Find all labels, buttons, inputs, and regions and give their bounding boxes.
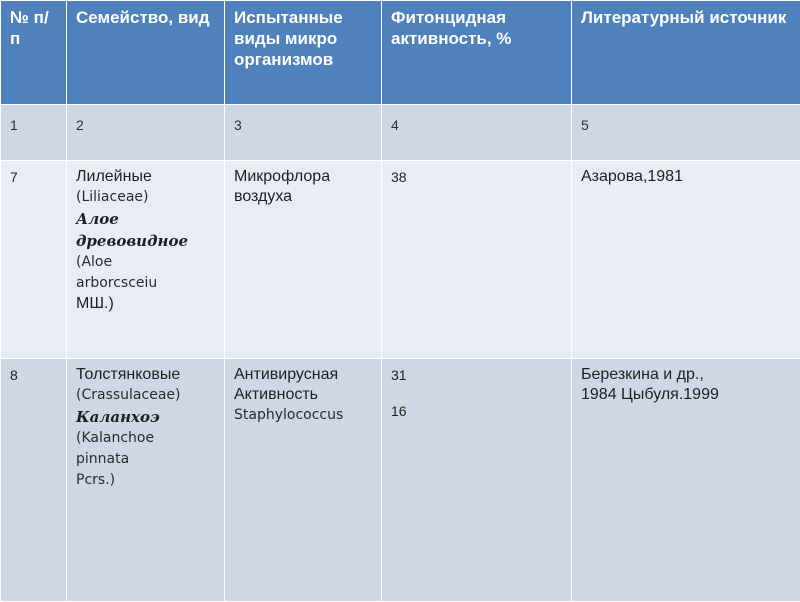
species-latin: (Kalanchoe: [76, 428, 216, 449]
row-number: 7: [1, 161, 67, 359]
source-cell: [572, 359, 800, 602]
species-name-cont: древовидное: [76, 230, 216, 252]
col-number-2: 2: [67, 105, 225, 161]
microorganisms-line: Микрофлора: [234, 167, 373, 187]
species-name: Каланхоэ: [76, 406, 216, 428]
species-latin-author: МШ.): [76, 294, 216, 314]
source-cell: Азарова,1981: [572, 161, 800, 359]
microorganisms-cell: [225, 359, 382, 602]
header-microorganisms: Испытанные виды микро организмов: [225, 1, 382, 105]
column-numbers-row: [1, 105, 800, 161]
table-row: [1, 161, 800, 359]
activity-cell: [382, 359, 572, 602]
header-number: № п/п: [1, 1, 67, 105]
microorganisms-line: Антивирусная: [234, 365, 373, 385]
header-activity: Фитонцидная активность, %: [382, 1, 572, 105]
species-latin-author: Pcrs.): [76, 470, 216, 491]
col-number-3: 3: [225, 105, 382, 161]
microorganisms-line: воздуха: [234, 187, 373, 207]
col-number-1: 1: [1, 105, 67, 161]
header-family: Семейство, вид: [67, 1, 225, 105]
family-name: Толстянковые: [76, 365, 216, 385]
microorganisms-cell: [225, 161, 382, 359]
family-latin: (Crassulaceae): [76, 385, 216, 406]
source-line: Березкина и др.,: [581, 365, 792, 385]
row-number: 8: [1, 359, 67, 602]
table-row: [1, 359, 800, 602]
header-row: [1, 1, 800, 105]
activity-cell: 38: [382, 161, 572, 359]
col-number-4: 4: [382, 105, 572, 161]
family-latin: (Liliaceae): [76, 187, 216, 208]
activity-value: 31: [391, 365, 563, 385]
family-species-cell: [67, 359, 225, 602]
species-latin-cont: pinnata: [76, 449, 216, 470]
activity-value: 16: [391, 401, 563, 421]
source-line: 1984 Цыбуля.1999: [581, 385, 792, 405]
family-name: Лилейные: [76, 167, 216, 187]
microorganisms-line: Активность: [234, 385, 373, 405]
species-latin-cont: arborcsceiu: [76, 273, 216, 294]
header-source: Литературный источник: [572, 1, 800, 105]
species-name: Алое: [76, 208, 216, 230]
family-species-cell: [67, 161, 225, 359]
col-number-5: 5: [572, 105, 800, 161]
species-latin: (Aloe: [76, 252, 216, 273]
microorganisms-line: Staphylococcus: [234, 405, 373, 426]
